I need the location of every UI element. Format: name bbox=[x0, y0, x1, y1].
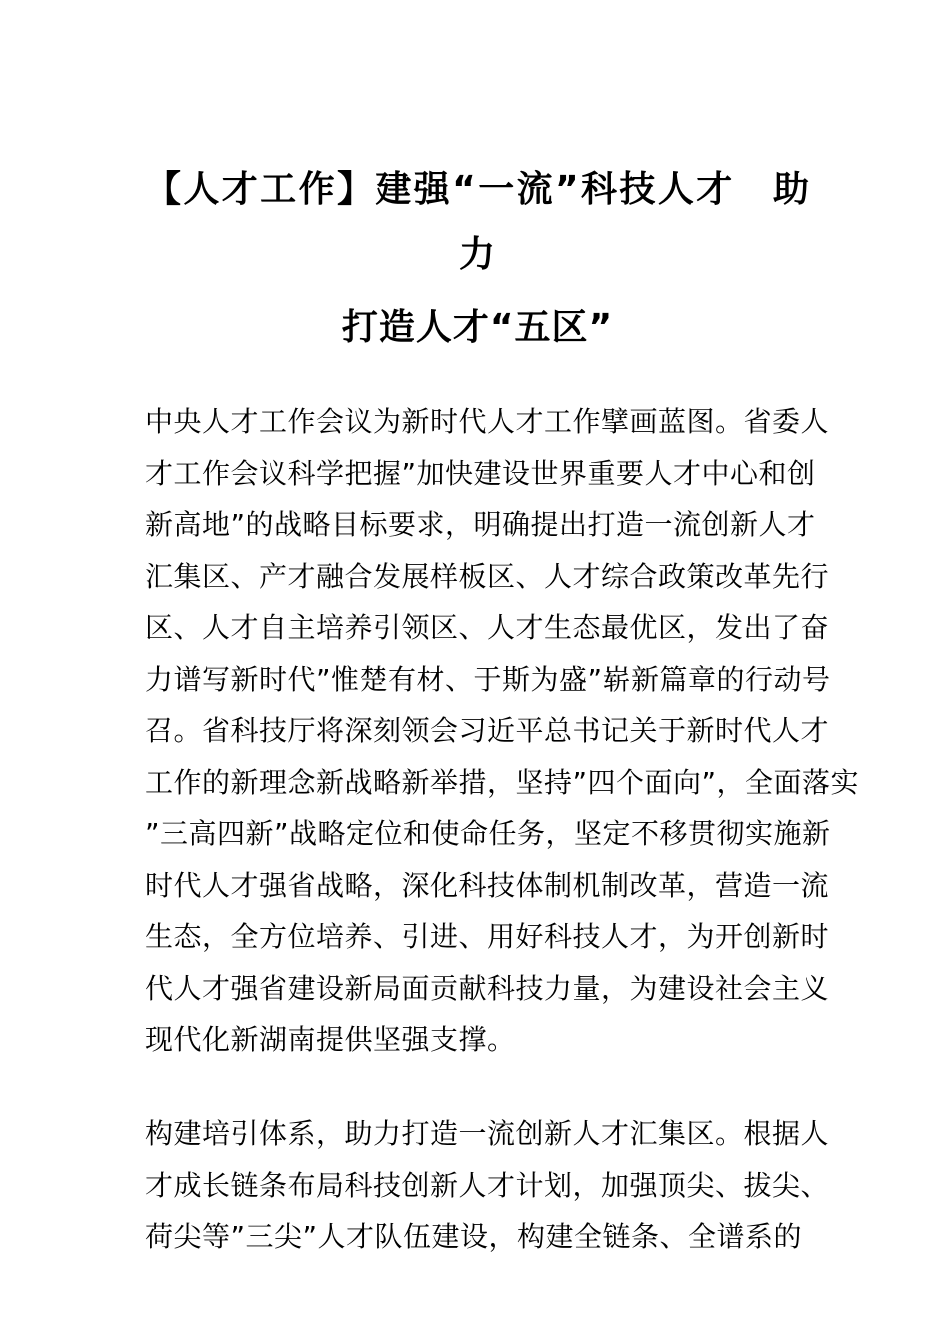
text-line: 新高地”的战略目标要求，明确提出打造一流创新人才 bbox=[145, 508, 816, 541]
title-line-2: 力 bbox=[458, 234, 496, 275]
text-line: 代人才强省建设新局面贡献科技力量，为建设社会主义 bbox=[145, 971, 830, 1005]
text-line: 时代人才强省战略，深化科技体制机制改革，营造一流 bbox=[145, 868, 830, 902]
text-line: 才工作会议科学把握”加快建设世界重要人才中心和创 bbox=[145, 456, 816, 490]
text-line: 工作的新理念新战略新举措，坚持”四个面向”，全面落实 bbox=[145, 765, 860, 799]
text-line: 召。省科技厅将深刻领会习近平总书记关于新时代人才 bbox=[145, 714, 830, 747]
text-line: 汇集区、产才融合发展样板区、人才综合政策改革先行 bbox=[145, 559, 830, 593]
title-line-3: 打造人才“五区” bbox=[341, 307, 614, 348]
text-line: 构建培引体系，助力打造一流创新人才汇集区。根据人 bbox=[145, 1117, 830, 1150]
text-line: 区、人才自主培养引领区、人才生态最优区，发出了奋 bbox=[145, 611, 830, 644]
text-line: 才成长链条布局科技创新人才计划，加强顶尖、拔尖、 bbox=[145, 1168, 830, 1202]
text-line: 现代化新湖南提供坚强支撑。 bbox=[145, 1023, 516, 1056]
text-line: 力谱写新时代”惟楚有材、于斯为盛”崭新篇章的行动号 bbox=[145, 662, 831, 696]
text-line: ”三高四新”战略定位和使命任务，坚定不移贯彻实施新 bbox=[145, 817, 831, 850]
body-paragraph-1 bbox=[145, 396, 860, 1066]
text-line: 中央人才工作会议为新时代人才工作擘画蓝图。省委人 bbox=[145, 405, 830, 438]
text-line: 生态，全方位培养、引进、用好科技人才，为开创新时 bbox=[145, 920, 830, 953]
text-line: 荷尖等”三尖”人才队伍建设，构建全链条、全谱系的 bbox=[145, 1220, 803, 1253]
body-paragraph-2 bbox=[145, 1108, 830, 1263]
title-line-1: 【人才工作】建强“一流”科技人才 助 bbox=[145, 169, 810, 210]
